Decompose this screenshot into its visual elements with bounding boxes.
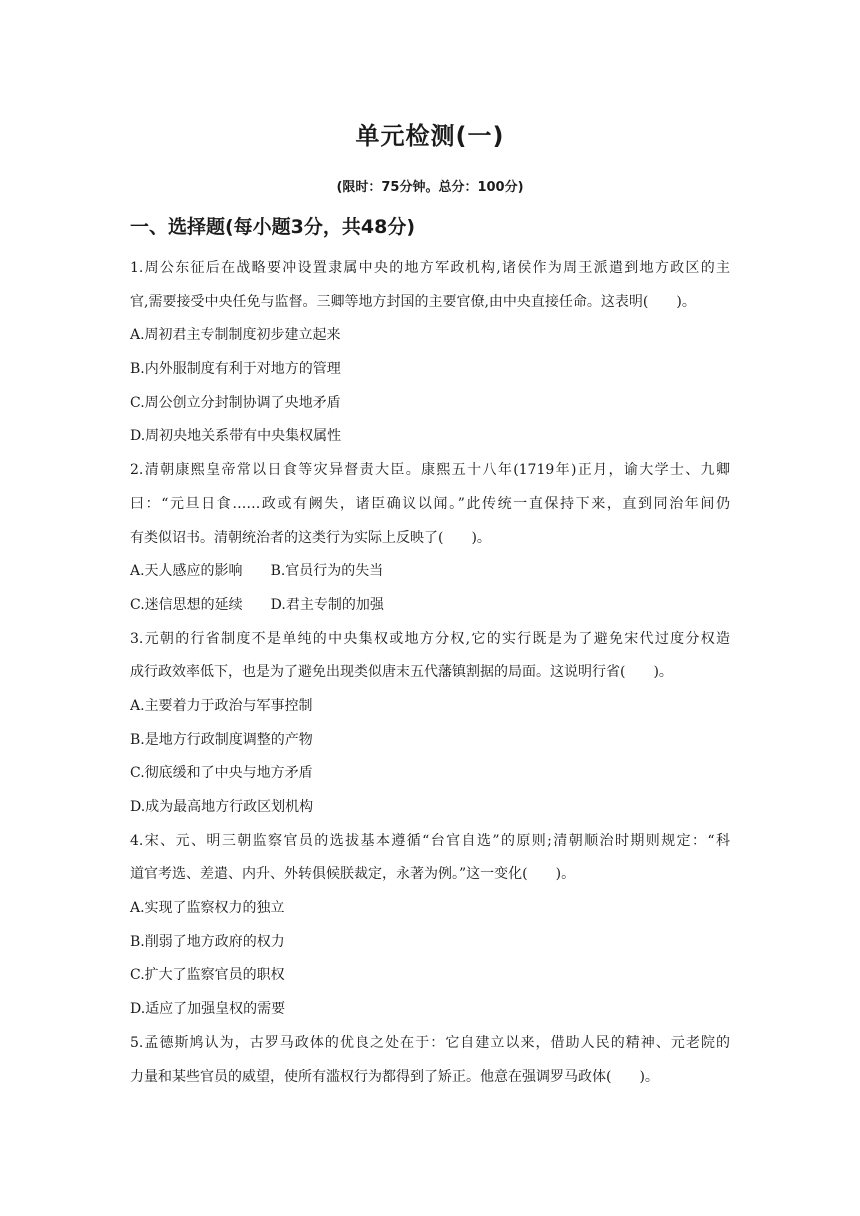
option-c: C.扩大了监察官员的职权 (130, 967, 285, 984)
section-heading: 一、选择题(每小题3分，共48分) (130, 216, 416, 238)
option-a: A.周初君主专制制度初步建立起来 (130, 327, 341, 344)
option-d: D.适应了加强皇权的需要 (130, 1001, 286, 1018)
option-a: A.实现了监察权力的独立 (130, 900, 285, 917)
option-b: B.官员行为的失当 (270, 563, 384, 580)
option-b: B.削弱了地方政府的权力 (130, 933, 285, 950)
option-row (130, 555, 730, 589)
question-4 (130, 825, 730, 1027)
page-title: 单元检测(一) (355, 122, 505, 150)
option-b: B.是地方行政制度调整的产物 (130, 731, 313, 748)
question-stem-line: 官,需要接受中央任免与监督。三卿等地方封国的主要官僚,由中央直接任命。这表明( )。 (130, 293, 696, 310)
question-stem-line: 4.宋、元、明三朝监察官员的选拔基本遵循“台官自选”的原则;清朝顺治时期则规定：“科 (130, 832, 730, 849)
option-c: C.周公创立分封制协调了央地矛盾 (130, 394, 341, 411)
option-a: A.天人感应的影响 (130, 563, 243, 580)
question-5 (130, 1027, 730, 1094)
time-and-score-note: (限时：75分钟。总分：100分) (336, 180, 524, 195)
question-stem-line: 3.元朝的行省制度不是单纯的中央集权或地方分权,它的实行既是为了避免宋代过度分权造 (130, 630, 730, 647)
option-c: C.迷信思想的延续 (130, 596, 243, 613)
question-3 (130, 623, 730, 825)
option-c: C.彻底缓和了中央与地方矛盾 (130, 765, 313, 782)
questions-body (130, 252, 730, 1094)
option-a: A.主要着力于政治与军事控制 (130, 697, 313, 714)
question-stem-line: 曰：“元旦日食……政或有阙失，诸臣确议以闻。”此传统一直保持下来，直到同治年间仍 (130, 495, 730, 512)
question-2 (130, 454, 730, 622)
question-stem-line: 1.周公东征后在战略要冲设置隶属中央的地方军政机构,诸侯作为周王派遣到地方政区的主 (130, 260, 730, 276)
question-1 (130, 252, 730, 454)
question-stem-line: 2.清朝康熙皇帝常以日食等灾异督责大臣。康熙五十八年(1719年)正月，谕大学士、九卿 (130, 462, 730, 479)
question-stem-line: 道官考选、差遣、内升、外转俱候朕裁定，永著为例。”这一变化( )。 (130, 866, 576, 883)
question-stem-line: 有类似诏书。清朝统治者的这类行为实际上反映了( )。 (130, 529, 491, 546)
question-stem-line: 5.孟德斯鸠认为，古罗马政体的优良之处在于：它自建立以来，借助人民的精神、元老院的 (130, 1034, 730, 1051)
option-d: D.成为最高地方行政区划机构 (130, 799, 314, 815)
question-stem-line: 成行政效率低下，也是为了避免出现类似唐末五代藩镇割据的局面。这说明行省( )。 (130, 664, 673, 681)
option-row (130, 589, 730, 623)
option-d: D.周初央地关系带有中央集权属性 (130, 428, 342, 445)
option-b: B.内外服制度有利于对地方的管理 (130, 361, 341, 378)
option-d: D.君主专制的加强 (270, 596, 384, 613)
question-stem-line: 力量和某些官员的威望，使所有滥权行为都得到了矫正。他意在强调罗马政体( )。 (130, 1068, 659, 1085)
